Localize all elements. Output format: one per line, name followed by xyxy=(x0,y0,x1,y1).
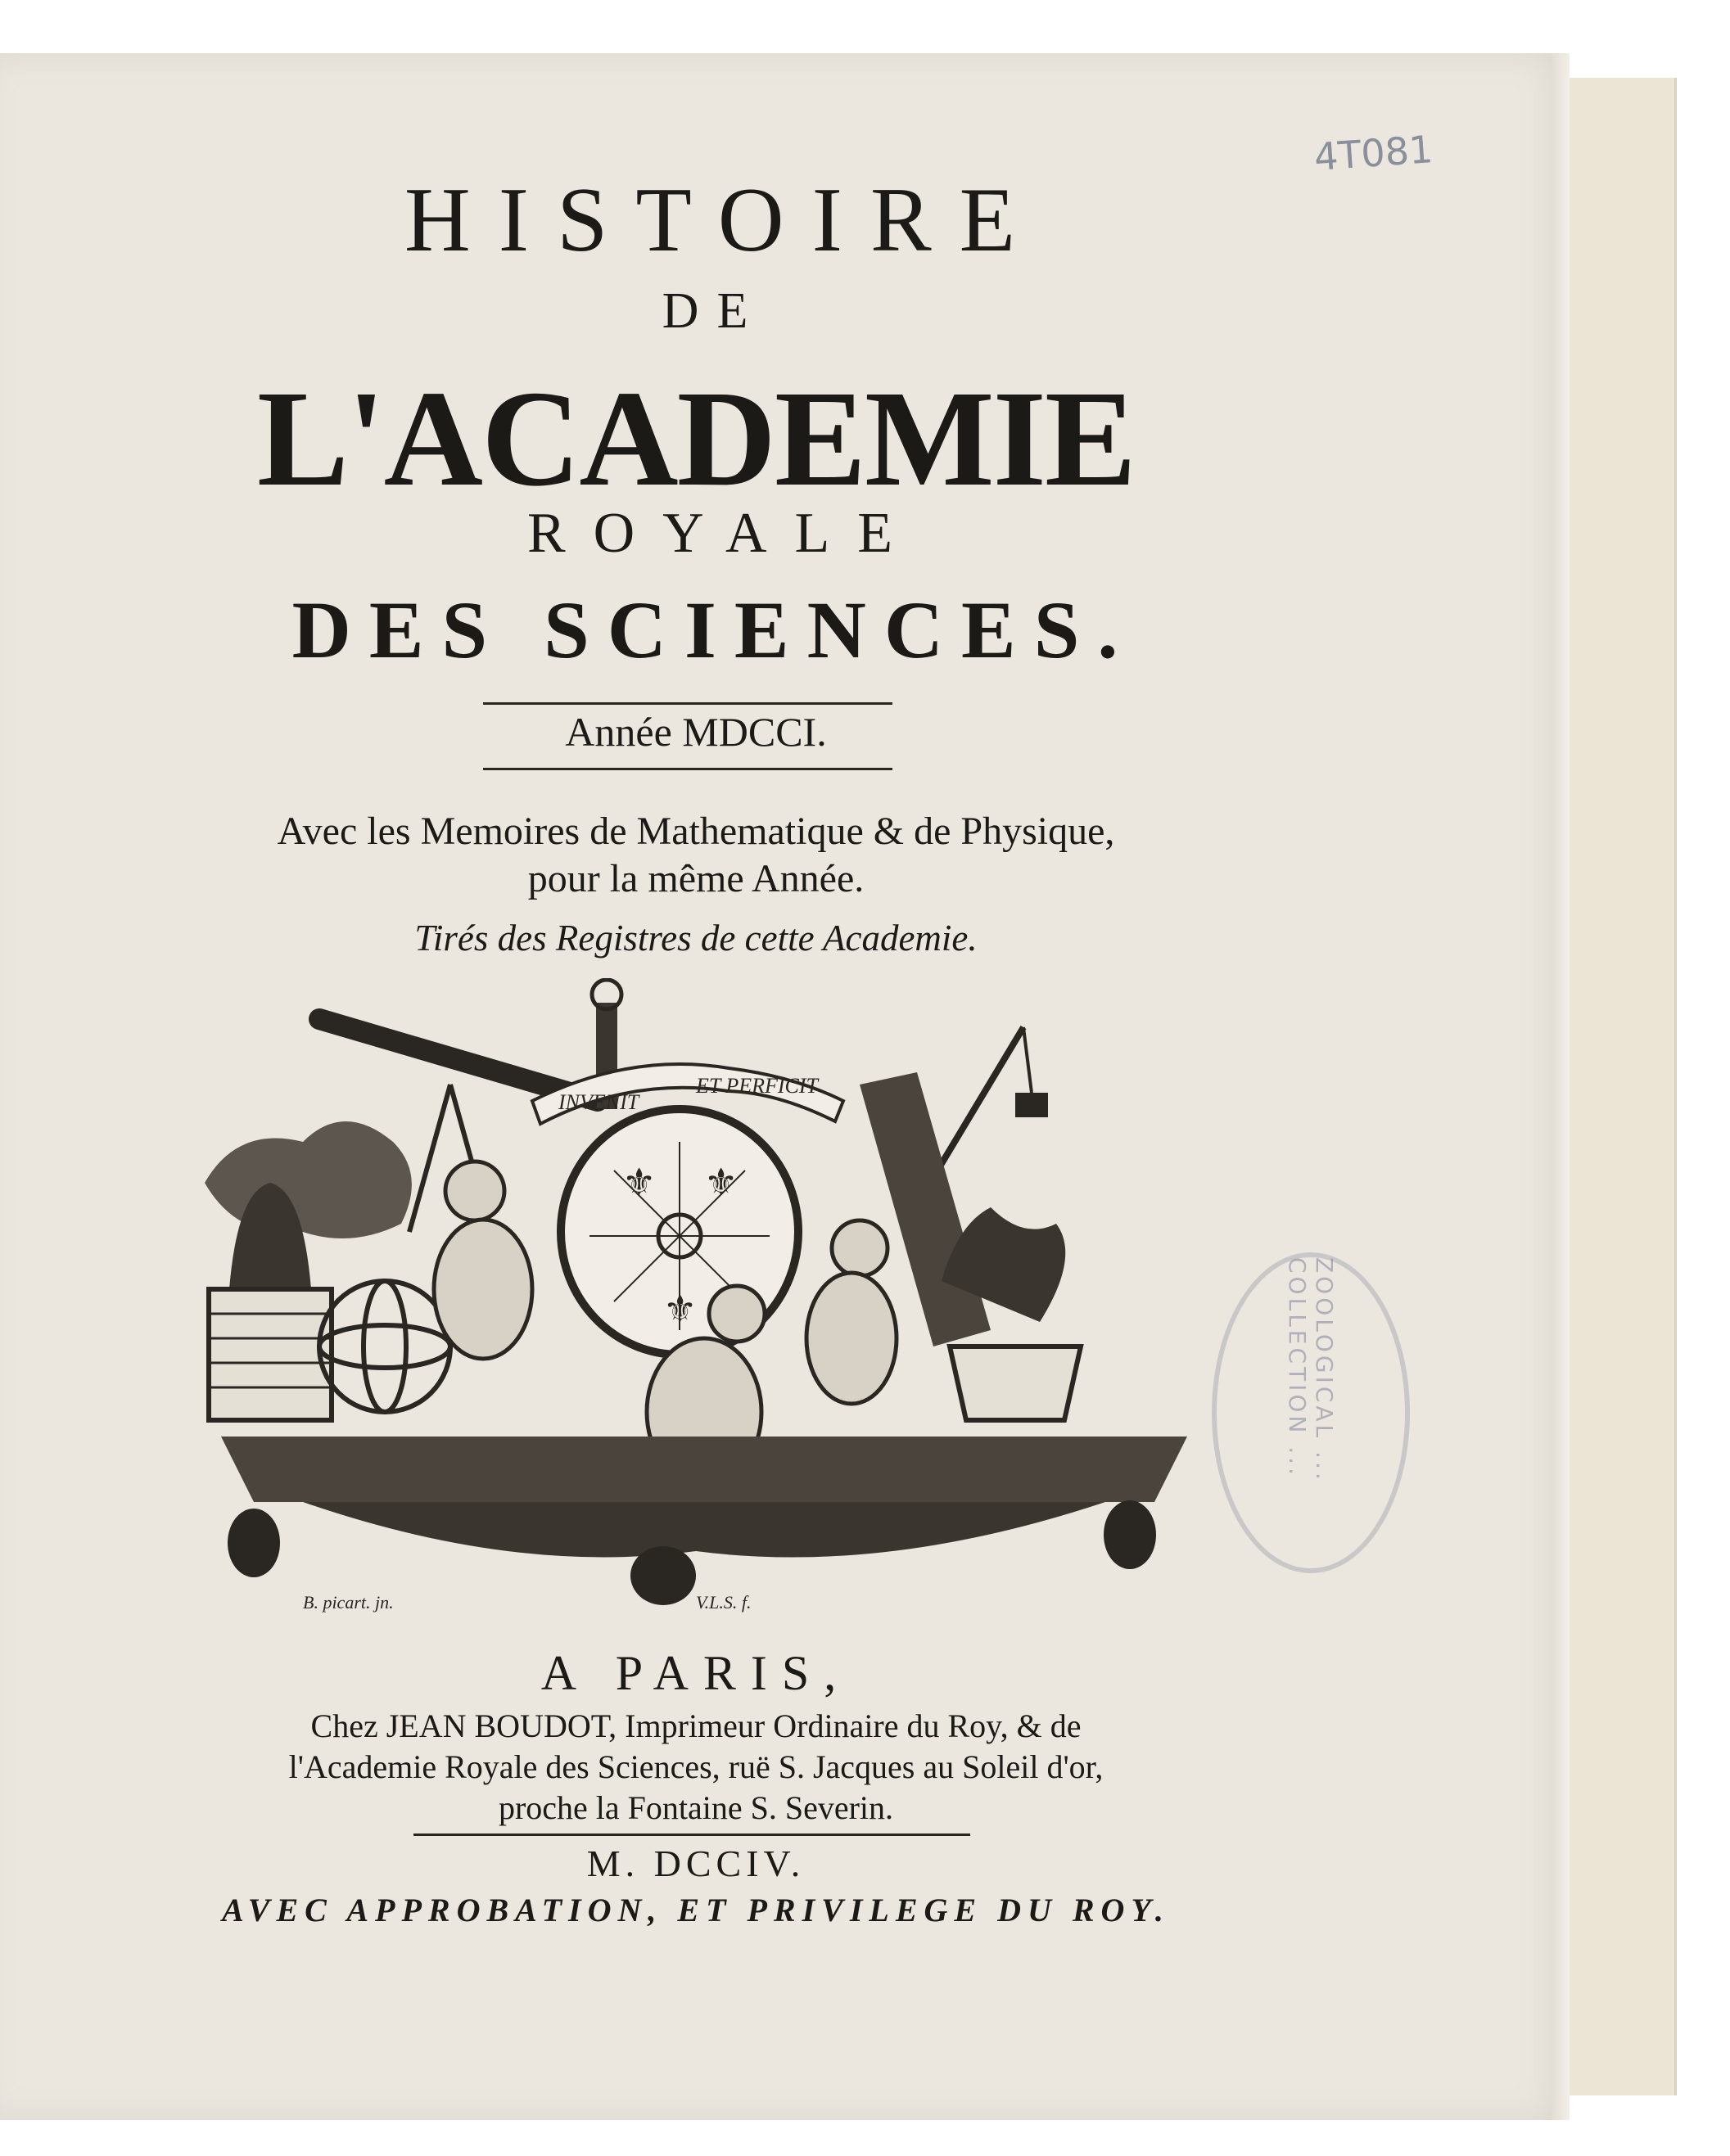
title-royale: ROYALE xyxy=(526,502,921,565)
engraver-signature-right: V.L.S. f. xyxy=(696,1592,752,1612)
library-stamp-text: ZOOLOGICAL ... COLLECTION ... xyxy=(1284,1257,1338,1483)
fleur-de-lis-icon: ⚜ xyxy=(663,1288,698,1330)
title-sciences: DES SCIENCES. xyxy=(291,584,1136,675)
imprint-line-3: proche la Fontaine S. Severin. xyxy=(498,1789,894,1826)
motto-right: ET PERFICIT xyxy=(696,1074,819,1098)
imprint-rule xyxy=(413,1834,970,1836)
imprint-city: A PARIS, xyxy=(540,1646,851,1700)
imprint-privilege: AVEC APPROBATION, ET PRIVILEGE DU ROY. xyxy=(222,1892,1170,1928)
fleur-de-lis-icon: ⚜ xyxy=(704,1161,739,1203)
subtitle-line-1: Avec les Memoires de Mathematique & de Physique, xyxy=(277,810,1115,853)
motto-left: INVENIT xyxy=(558,1090,639,1114)
title-de: DE xyxy=(662,283,766,339)
title-academie: L'ACADEMIE xyxy=(256,363,1136,515)
fleur-de-lis-icon: ⚜ xyxy=(622,1161,657,1203)
imprint-line-1: Chez JEAN BOUDOT, Imprimeur Ordinaire du Roy, & de xyxy=(310,1707,1082,1744)
subtitle-line-3: Tirés des Registres de cette Academie. xyxy=(414,918,978,958)
engraved-vignette xyxy=(205,978,1212,1621)
library-stamp xyxy=(1212,1252,1410,1573)
armillary-sphere xyxy=(319,1281,450,1412)
rule-bottom xyxy=(483,768,892,770)
title-histoire: HISTOIRE xyxy=(404,169,1044,271)
imprint-date: M. DCCIV. xyxy=(586,1843,806,1884)
subtitle-line-2: pour la même Année. xyxy=(527,857,865,900)
engraver-signature-left: B. picart. jn. xyxy=(303,1592,394,1612)
page-edge xyxy=(1552,53,1570,2120)
rule-top xyxy=(483,702,892,705)
pedestal-base xyxy=(221,1437,1187,1605)
imprint-line-2: l'Academie Royale des Sciences, ruë S. Jacques au Soleil d'or, xyxy=(288,1748,1104,1785)
year-line: Année MDCCI. xyxy=(565,709,827,755)
shelfmark: 4T081 xyxy=(1312,127,1434,179)
smoke-engraving xyxy=(205,1121,412,1238)
